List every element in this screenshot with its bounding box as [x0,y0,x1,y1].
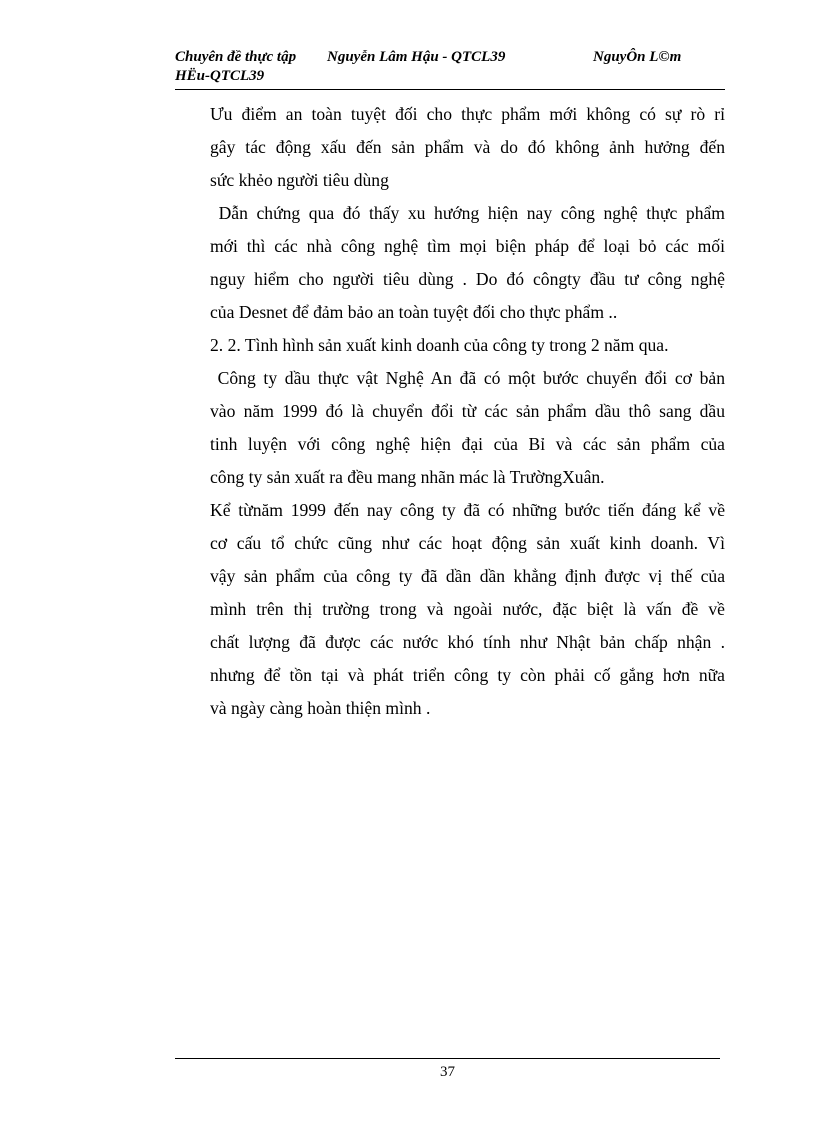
text-line: vậy sản phẩm của công ty đã dần dần khẳng định được vị thế của [210,566,725,586]
section-heading: 2. 2. Tình hình sản xuất kinh doanh của công ty trong 2 năm qua. [210,335,669,355]
text-line: mới thì các nhà công nghệ tìm mọi biện pháp để loại bỏ các mối [210,236,725,256]
text-line: nguy hiểm cho người tiêu dùng . Do đó côngty đầu tư công nghệ [210,269,725,289]
footer-divider [175,1058,720,1059]
header-author: Nguyễn Lâm Hậu - QTCL39 [327,49,506,65]
header-second-line: HËu-QTCL39 [175,68,265,84]
text-line: gây tác động xấu đến sản phẩm và do đó không ảnh hưởng đến [210,137,725,157]
header-divider [175,89,725,90]
text-line: cơ cấu tổ chức cũng như các hoạt động sản xuất kinh doanh. Vì [210,533,725,553]
text-line: tinh luyện với công nghệ hiện đại của Bỉ và các sản phẩm của [210,434,725,454]
text-line: vào năm 1999 đó là chuyển đổi từ các sản phẩm dầu thô sang dầu [210,401,725,421]
header-right-name: NguyÔn L©m [593,49,682,65]
header-report-title: Chuyên đề thực tập [175,49,297,65]
page-header [175,48,725,88]
text-line: Công ty dầu thực vật Nghệ An đã có một bước chuyển đổi cơ bản [210,368,725,388]
text-line: Ưu điểm an toàn tuyệt đối cho thực phẩm mới không có sự rò rỉ [210,104,725,124]
text-line: mình trên thị trường trong và ngoài nước, đặc biệt là vấn đề về [210,599,725,619]
body-text [210,98,725,725]
page-number: 37 [440,1064,455,1080]
text-line: chất lượng đã được các nước khó tính như Nhật bản chấp nhận . [210,632,725,652]
text-line: Dẫn chứng qua đó thấy xu hướng hiện nay công nghệ thực phẩm [210,203,725,223]
text-line: của Desnet để đảm bảo an toàn tuyệt đối cho thực phẩm .. [210,302,618,322]
text-line: và ngày càng hoàn thiện mình . [210,698,431,718]
text-line: nhưng để tồn tại và phát triển công ty còn phải cố gắng hơn nữa [210,665,725,685]
text-line: công ty sản xuất ra đều mang nhãn mác là TrườngXuân. [210,467,605,487]
text-line: sức khẻo người tiêu dùng [210,170,389,190]
text-line: Kể từnăm 1999 đến nay công ty đã có những bước tiến đáng kể về [210,500,725,520]
